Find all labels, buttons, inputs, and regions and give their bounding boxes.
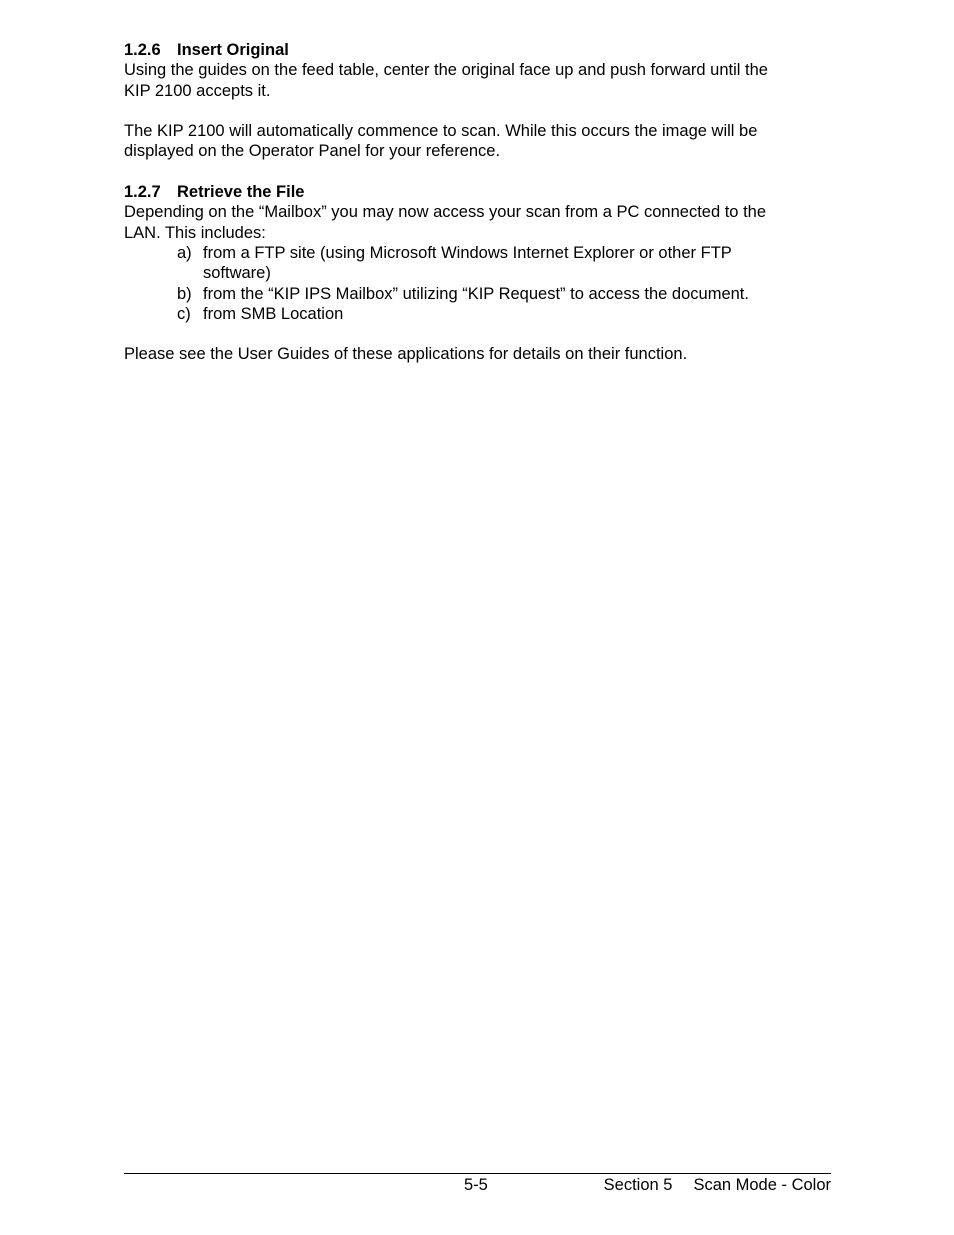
- paragraph-gap: [124, 162, 834, 182]
- section-title: Retrieve the File: [177, 183, 305, 202]
- footer-section-info: [604, 1175, 831, 1195]
- section-heading-insert-original: [124, 40, 834, 60]
- text-line: displayed on the Operator Panel for your reference.: [124, 142, 501, 161]
- section-title: Insert Original: [177, 41, 289, 59]
- text-line: from a FTP site (using Microsoft Windows Internet Explorer or other FTP: [203, 243, 732, 262]
- text-line: software): [203, 264, 271, 283]
- list-item-mailbox: [124, 284, 834, 304]
- paragraph-insert-instructions: [124, 60, 834, 101]
- access-methods-list: [124, 243, 834, 324]
- paragraph-gap: [124, 101, 834, 121]
- footer-page-number: 5-5: [464, 1176, 488, 1194]
- text-line: Using the guides on the feed table, center the original face up and push forward until the: [124, 61, 768, 80]
- paragraph-gap: [124, 324, 834, 344]
- text-line: KIP 2100 accepts it.: [124, 81, 271, 100]
- list-marker: b): [177, 284, 192, 303]
- paragraph-auto-scan: [124, 121, 834, 162]
- text-line: The KIP 2100 will automatically commence to scan. While this occurs the image will be: [124, 122, 758, 141]
- section-heading-retrieve-file: [124, 182, 834, 202]
- list-marker: a): [177, 243, 192, 262]
- text-line: from the “KIP IPS Mailbox” utilizing “KIP Request” to access the document.: [203, 284, 749, 303]
- page-content: [124, 40, 834, 365]
- list-item-ftp: [124, 243, 834, 284]
- text-line: LAN. This includes:: [124, 223, 266, 242]
- list-marker: c): [177, 304, 191, 323]
- footer-section-label: Section 5: [603, 1176, 673, 1194]
- page-footer: [124, 1173, 831, 1194]
- paragraph-retrieve-intro: [124, 202, 834, 243]
- section-number: 1.2.6: [124, 41, 161, 59]
- text-line: Depending on the “Mailbox” you may now access your scan from a PC connected to the: [124, 203, 767, 222]
- footer-section-title: Scan Mode - Color: [693, 1176, 831, 1194]
- section-number: 1.2.7: [124, 183, 161, 202]
- text-line: from SMB Location: [203, 304, 344, 323]
- paragraph-closing: Please see the User Guides of these applications for details on their function.: [124, 345, 688, 364]
- list-item-smb: [124, 304, 834, 324]
